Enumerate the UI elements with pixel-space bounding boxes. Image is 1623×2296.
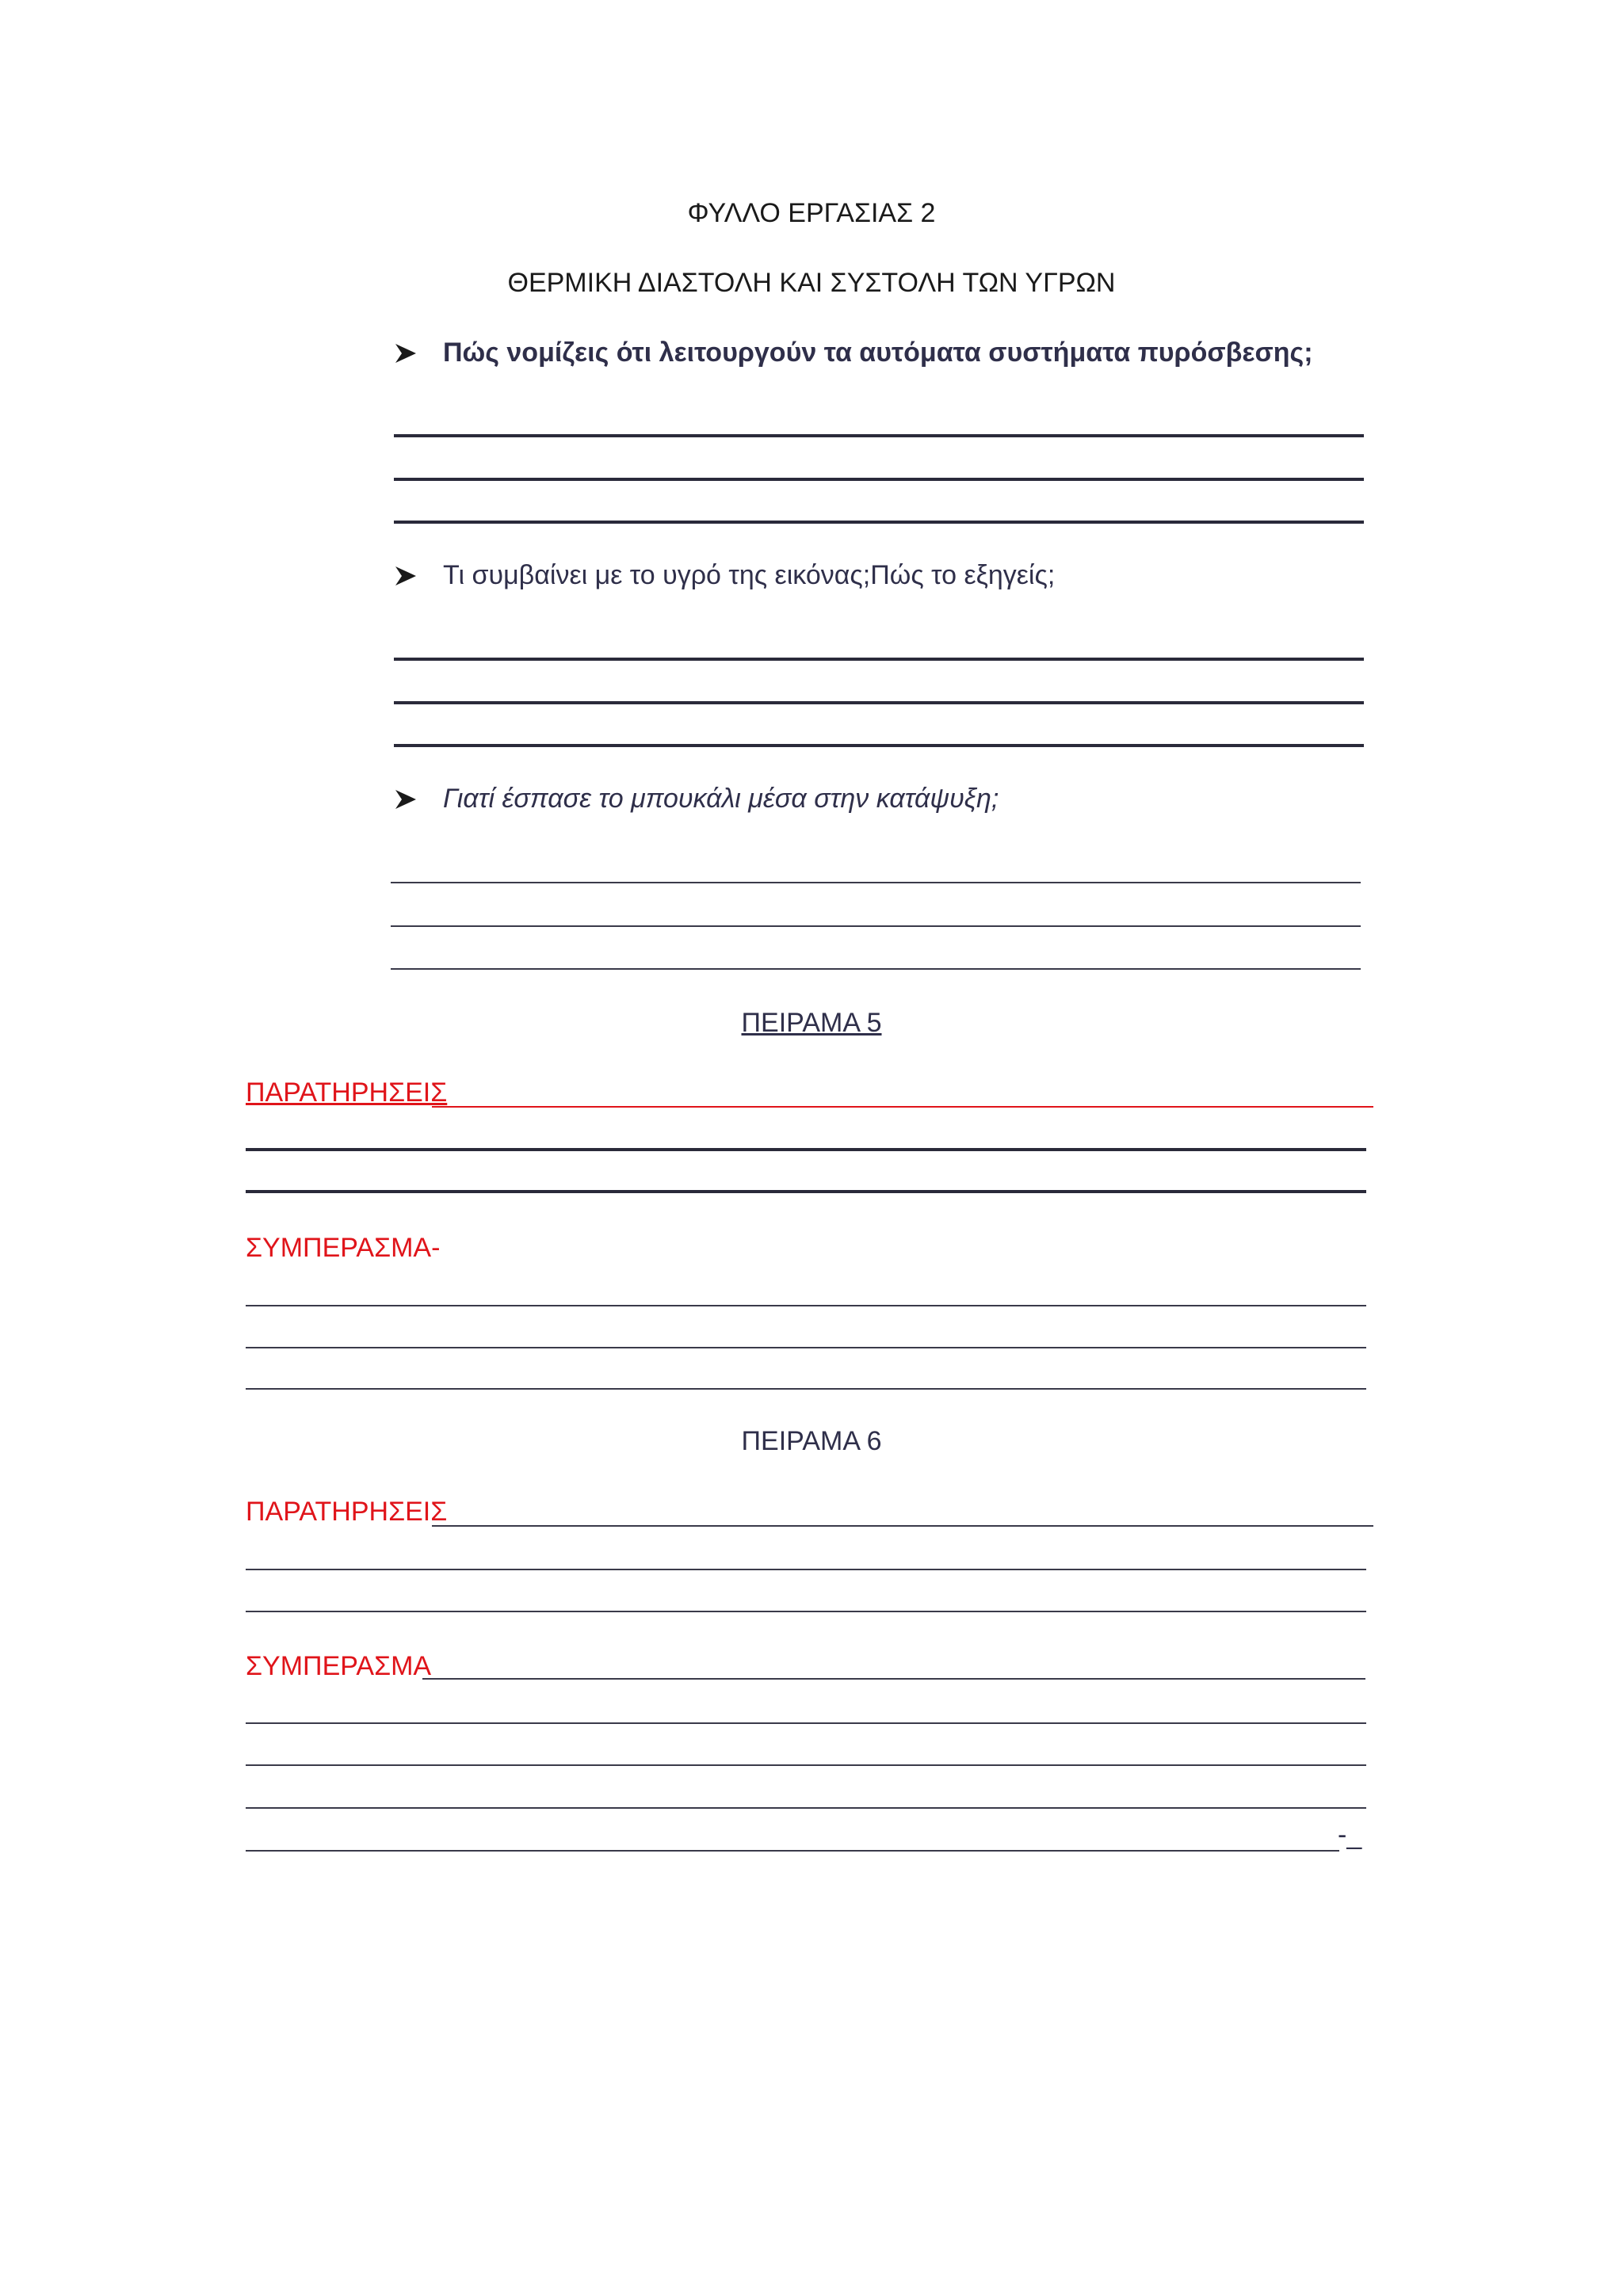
- observations-answer-line[interactable]: [432, 1525, 1373, 1527]
- question-3: [394, 784, 999, 814]
- answer-line[interactable]: [391, 968, 1361, 970]
- question-2-text: Τι συμβαίνει με το υγρό της εικόνας;Πώς το εξηγείς;: [443, 560, 1056, 590]
- question-3-text: Γιατί έσπασε το μπουκάλι μέσα στην κατάψυξη;: [443, 784, 999, 814]
- question-2: [394, 560, 1055, 591]
- answer-line[interactable]: [246, 1305, 1366, 1306]
- arrowhead-bullet-icon: [394, 564, 418, 588]
- answer-line[interactable]: [246, 1764, 1366, 1766]
- answer-line[interactable]: [391, 882, 1361, 883]
- worksheet-title: ΦΥΛΛΟ ΕΡΓΑΣΙΑΣ 2: [687, 198, 936, 228]
- conclusion-answer-line[interactable]: [422, 1678, 1365, 1680]
- answer-line[interactable]: [391, 925, 1361, 927]
- answer-line[interactable]: [246, 1347, 1366, 1348]
- arrowhead-bullet-icon: [394, 788, 418, 811]
- answer-line[interactable]: [246, 1850, 1339, 1852]
- arrowhead-bullet-icon: [394, 341, 418, 365]
- answer-line[interactable]: [246, 1611, 1366, 1612]
- experiment-6-conclusion-label: ΣΥΜΠΕΡΑΣΜΑ: [246, 1651, 432, 1681]
- trailing-mark: -_: [1338, 1820, 1362, 1850]
- question-1: [394, 338, 1313, 368]
- answer-line[interactable]: [394, 434, 1364, 437]
- answer-line[interactable]: [246, 1190, 1366, 1193]
- answer-line[interactable]: [246, 1569, 1366, 1570]
- answer-line[interactable]: [394, 744, 1364, 747]
- experiment-5-observations-label: ΠΑΡΑΤΗΡΗΣΕΙΣ: [246, 1077, 448, 1108]
- answer-line[interactable]: [246, 1807, 1366, 1809]
- answer-line[interactable]: [246, 1388, 1366, 1390]
- experiment-6-heading: ΠΕΙΡΑΜΑ 6: [741, 1426, 882, 1456]
- experiment-6-observations-label: ΠΑΡΑΤΗΡΗΣΕΙΣ: [246, 1497, 448, 1527]
- answer-line[interactable]: [394, 478, 1364, 481]
- question-1-text: Πώς νομίζεις ότι λειτουργούν τα αυτόματα συστήματα πυρόσβεσης;: [443, 338, 1313, 368]
- worksheet-subtitle: ΘΕΡΜΙΚΗ ΔΙΑΣΤΟΛΗ ΚΑΙ ΣΥΣΤΟΛΗ ΤΩΝ ΥΓΡΩΝ: [507, 268, 1116, 298]
- answer-line[interactable]: [246, 1148, 1366, 1151]
- experiment-5-conclusion-label: ΣΥΜΠΕΡΑΣΜΑ-: [246, 1233, 441, 1263]
- answer-line[interactable]: [394, 658, 1364, 661]
- answer-line[interactable]: [246, 1722, 1366, 1724]
- experiment-5-heading: ΠΕΙΡΑΜΑ 5: [741, 1008, 882, 1038]
- observations-answer-line[interactable]: [432, 1106, 1373, 1108]
- answer-line[interactable]: [394, 701, 1364, 704]
- answer-line[interactable]: [394, 521, 1364, 524]
